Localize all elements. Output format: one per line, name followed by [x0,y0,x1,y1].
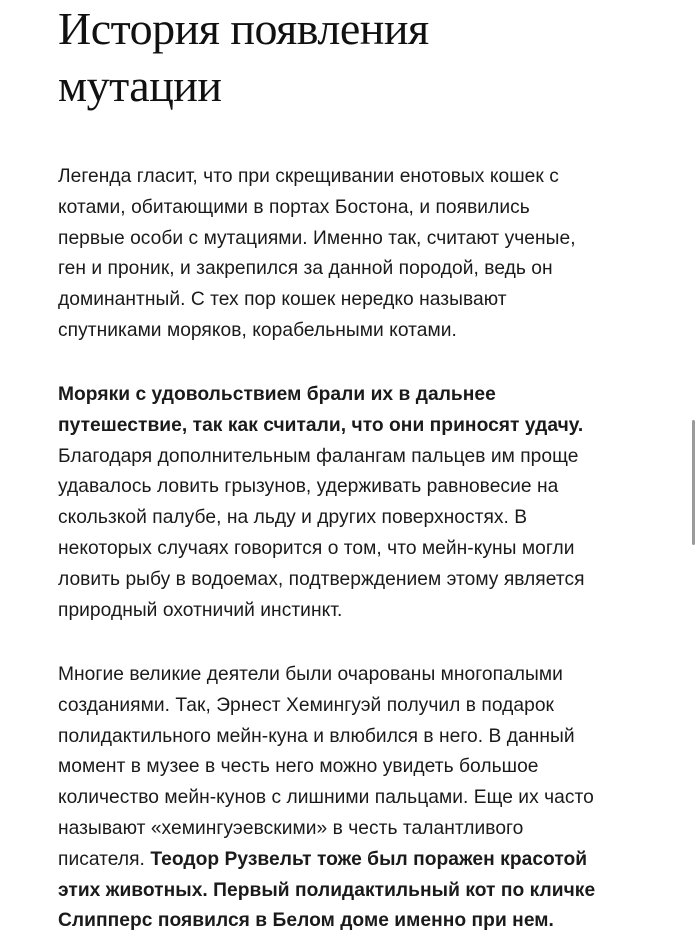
paragraph-line: котами, обитающими в портах Бостона, и появились [58,196,530,218]
paragraph-line: скользкой палубе, на льду и других поверхностях. В [58,507,528,529]
paragraph-sailors [58,380,658,626]
paragraph-line: Легенда гласит, что при скрещивании енотовых кошек с [58,166,559,187]
paragraph-line: количество мейн-кунов с лишними пальцами. Еще их часто [58,787,594,809]
paragraph-line: первые особи с мутациями. Именно так, считают ученые, [58,227,576,249]
paragraph-bold-line: путешествие, так как считали, что они приносят удачу. [58,414,584,436]
paragraph-line: удавалось ловить грызунов, удерживать равновесие на [58,476,559,498]
paragraph-line: Благодаря дополнительным фалангам пальцев им проще [58,445,579,467]
paragraph-line: созданиями. Так, Эрнест Хемингуэй получил в подарок [58,694,554,716]
paragraph-bold-line: этих животных. Первый полидактильный кот по кличке [58,879,596,901]
article-title [58,0,658,114]
paragraph-line: спутниками моряков, корабельными котами. [58,319,457,341]
paragraph-mixed-line [58,845,658,876]
paragraph-inline-text: писателя. [58,848,151,870]
paragraph-line: называют «хемингуэевскими» в честь талантливого [58,817,524,839]
paragraph-line: некоторых случаях говорится о том, что мейн-куны могли [58,537,575,559]
paragraph-line: момент в музее в честь него можно увидеть большое [58,756,539,778]
paragraph-bold-line: Слипперс появился в Белом доме именно при нем. [58,910,554,932]
scrollbar-thumb[interactable] [692,420,695,545]
title-line: мутации [58,60,222,111]
paragraph-line: Многие великие деятели были очарованы многопалыми [58,664,563,685]
article [58,0,658,932]
paragraph-bold-line: Моряки с удовольствием брали их в дальнее [58,384,496,405]
paragraph-line: полидактильного мейн-куна и влюбился в него. В данный [58,725,575,747]
paragraph-line: ген и проник, и закрепился за данной породой, ведь он [58,258,553,280]
paragraph-line: природный охотничий инстинкт. [58,599,343,621]
paragraph-line: доминантный. С тех пор кошек нередко называют [58,289,507,311]
paragraph-line: ловить рыбу в водоемах, подтверждением этому является [58,568,585,590]
paragraph-inline-bold: Теодор Рузвельт тоже был поражен красотой [150,848,588,870]
title-line: История появления [58,3,429,54]
paragraph-legend [58,162,658,347]
paragraph-hemingway [58,660,658,937]
